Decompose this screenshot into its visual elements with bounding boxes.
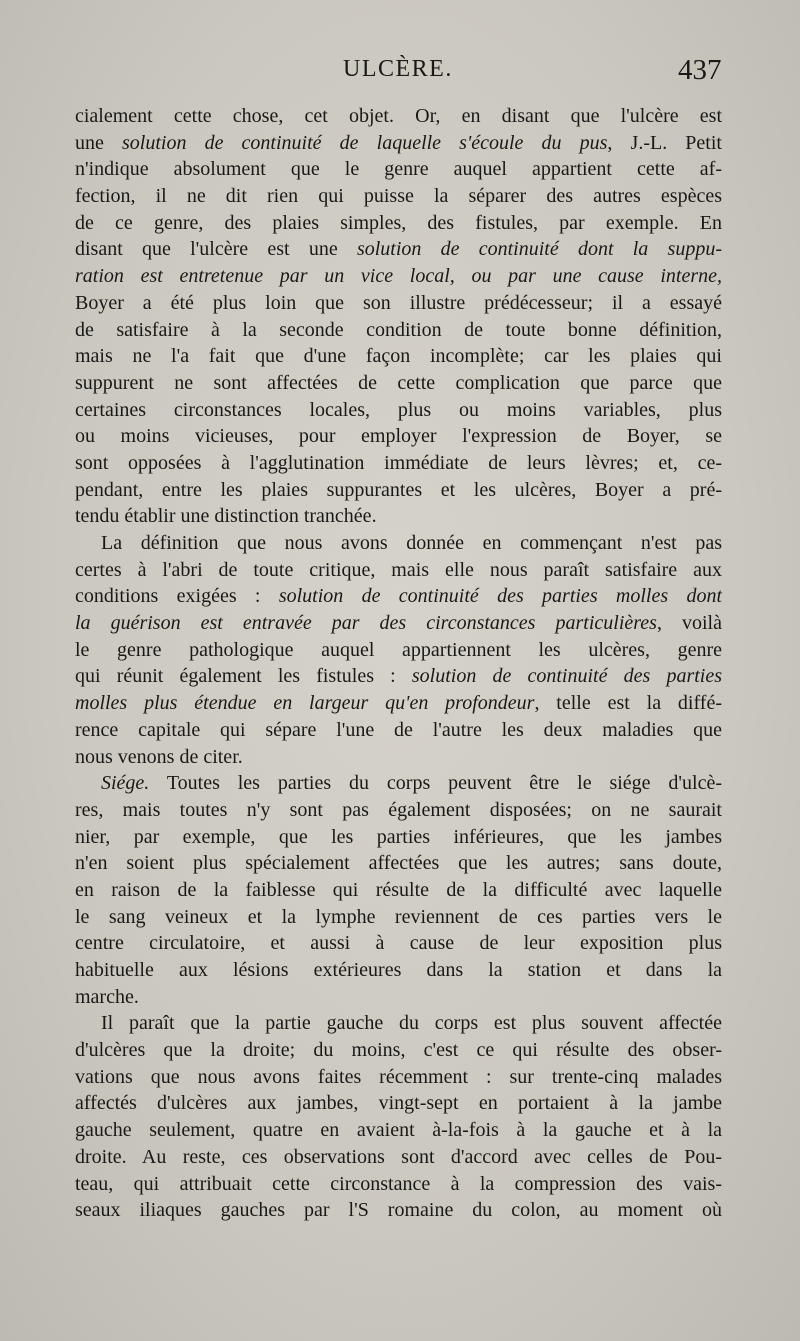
text-segment: cialement cette chose, cet objet. Or, en disant que l'ulcère est [75,105,722,127]
text-line [75,1144,722,1171]
italic-text: Siége. [101,772,150,795]
text-line [75,930,722,957]
text-line [75,797,722,824]
running-title: ULCÈRE. [343,56,453,82]
text-segment: vations que nous avons faites récemment : sur trente-cinq malades [75,1065,722,1088]
text-segment: habituelle aux lésions extérieures dans la station et dans la [75,959,722,981]
text-segment: , voilà [656,612,722,635]
text-segment: droite. Au reste, ces observations sont d'accord avec celles de Pou- [75,1145,722,1168]
text-line [75,1064,722,1091]
body-text [75,103,722,1224]
text-line [75,957,722,984]
text-segment: Toutes les parties du corps peuvent être le siége d'ulcè- [149,772,722,795]
text-segment: ou moins vicieuses, pour employer l'expression de Boyer, se [75,425,722,448]
italic-text: solution de continuité dont la suppu- [356,238,722,261]
text-segment: de satisfaire à la seconde condition de toute bonne définition, [75,318,722,341]
text-line [75,1171,722,1198]
text-segment: La définition que nous avons donnée en commençant n'est pas [101,532,722,554]
text-segment: marche. [75,985,139,1008]
text-line [75,984,722,1011]
text-segment: conditions exigées : [75,585,279,608]
italic-text: solution de continuité des parties [411,665,722,688]
text-line [75,263,722,290]
text-segment: certaines circonstances locales, plus ou moins variables, plus [75,398,722,421]
text-segment: suppurent ne sont affectées de cette complication que parce que [75,371,722,394]
italic-text: solution de continuité de laquelle s'écoule du pus [122,131,608,154]
text-line [75,717,722,744]
text-segment: gauche seulement, quatre en avaient à-la-fois à la gauche et à la [75,1119,722,1142]
text-line [75,1010,722,1037]
text-segment: tendu établir une distinction tranchée. [75,505,377,528]
text-line [75,477,722,504]
text-segment: mais ne l'a fait que d'une façon incomplète; car les plaies qui [75,345,722,368]
text-line [75,1117,722,1144]
text-segment: centre circulatoire, et aussi à cause de leur exposition plus [75,932,722,955]
text-line [75,397,722,424]
text-segment: n'indique absolument que le genre auquel appartient cette af- [75,158,722,181]
text-line [75,103,722,130]
text-segment: disant que l'ulcère est une [75,238,357,261]
text-segment: d'ulcères que la droite; du moins, c'est ce qui résulte des obser- [75,1039,722,1062]
text-line [75,690,722,717]
text-line [75,290,722,317]
text-line [75,156,722,183]
text-segment: Boyer a été plus loin que son illustre prédécesseur; il a essayé [75,291,722,314]
text-segment: qui réunit également les fistules : [75,665,412,688]
page-number: 437 [678,54,722,86]
text-line [75,583,722,610]
text-segment: teau, qui attribuait cette circonstance à la compression des vais- [75,1172,722,1195]
text-segment: le sang veineux et la lymphe reviennent de ces parties vers le [75,905,722,928]
text-line [75,744,722,771]
text-line [75,637,722,664]
text-segment: n'en soient plus spécialement affectées que les autres; sans doute, [75,852,722,875]
italic-text: ration est entretenue par un vice local, ou par une cause interne, [75,265,722,288]
text-segment: , J.-L. Petit [607,131,722,154]
text-line [75,450,722,477]
italic-text: solution de continuité des parties molles dont [278,585,722,608]
text-line [75,770,722,797]
text-segment: sont opposées à l'agglutination immédiate de leurs lèvres; et, ce- [75,451,722,474]
text-line [75,904,722,931]
text-segment: en raison de la faiblesse qui résulte de la difficulté avec laquelle [75,878,722,901]
text-line [75,236,722,263]
text-line [75,183,722,210]
text-line [75,1197,722,1224]
text-line [75,850,722,877]
text-line [75,610,722,637]
text-line [75,663,722,690]
text-line [75,130,722,157]
italic-text: molles plus étendue en largeur qu'en profondeur [75,692,535,715]
text-segment: de ce genre, des plaies simples, des fistules, par exemple. En [75,211,722,234]
text-line [75,423,722,450]
text-line [75,557,722,584]
text-segment: fection, il ne dit rien qui puisse la séparer des autres espèces [75,185,722,208]
text-line [75,503,722,530]
text-line [75,210,722,237]
text-segment: le genre pathologique auquel appartiennent les ulcères, genre [75,638,722,661]
text-line [75,824,722,851]
italic-text: la guérison est entravée par des circonstances particulières [75,612,657,635]
text-line [75,1037,722,1064]
text-line [75,343,722,370]
text-segment: affectés d'ulcères aux jambes, vingt-sept en portaient à la jambe [75,1092,722,1115]
text-segment: res, mais toutes n'y sont pas également disposées; on ne saurait [75,798,722,821]
text-line [75,1090,722,1117]
text-segment: seaux iliaques gauches par l'S romaine du colon, au moment où [75,1199,722,1222]
text-segment: rence capitale qui sépare l'une de l'autre les deux maladies que [75,718,722,741]
running-header [0,52,800,92]
text-segment: nous venons de citer. [75,745,243,768]
text-line [75,530,722,557]
text-line [75,317,722,344]
text-segment: , telle est la diffé- [534,692,722,715]
text-segment: certes à l'abri de toute critique, mais elle nous paraît satisfaire aux [75,558,722,581]
text-segment: Il paraît que la partie gauche du corps est plus souvent affectée [101,1012,722,1035]
text-segment: nier, par exemple, que les parties inférieures, que les jambes [75,825,722,848]
text-line [75,370,722,397]
text-segment: une [75,131,122,154]
text-line [75,877,722,904]
text-segment: pendant, entre les plaies suppurantes et les ulcères, Boyer a pré- [75,478,722,501]
